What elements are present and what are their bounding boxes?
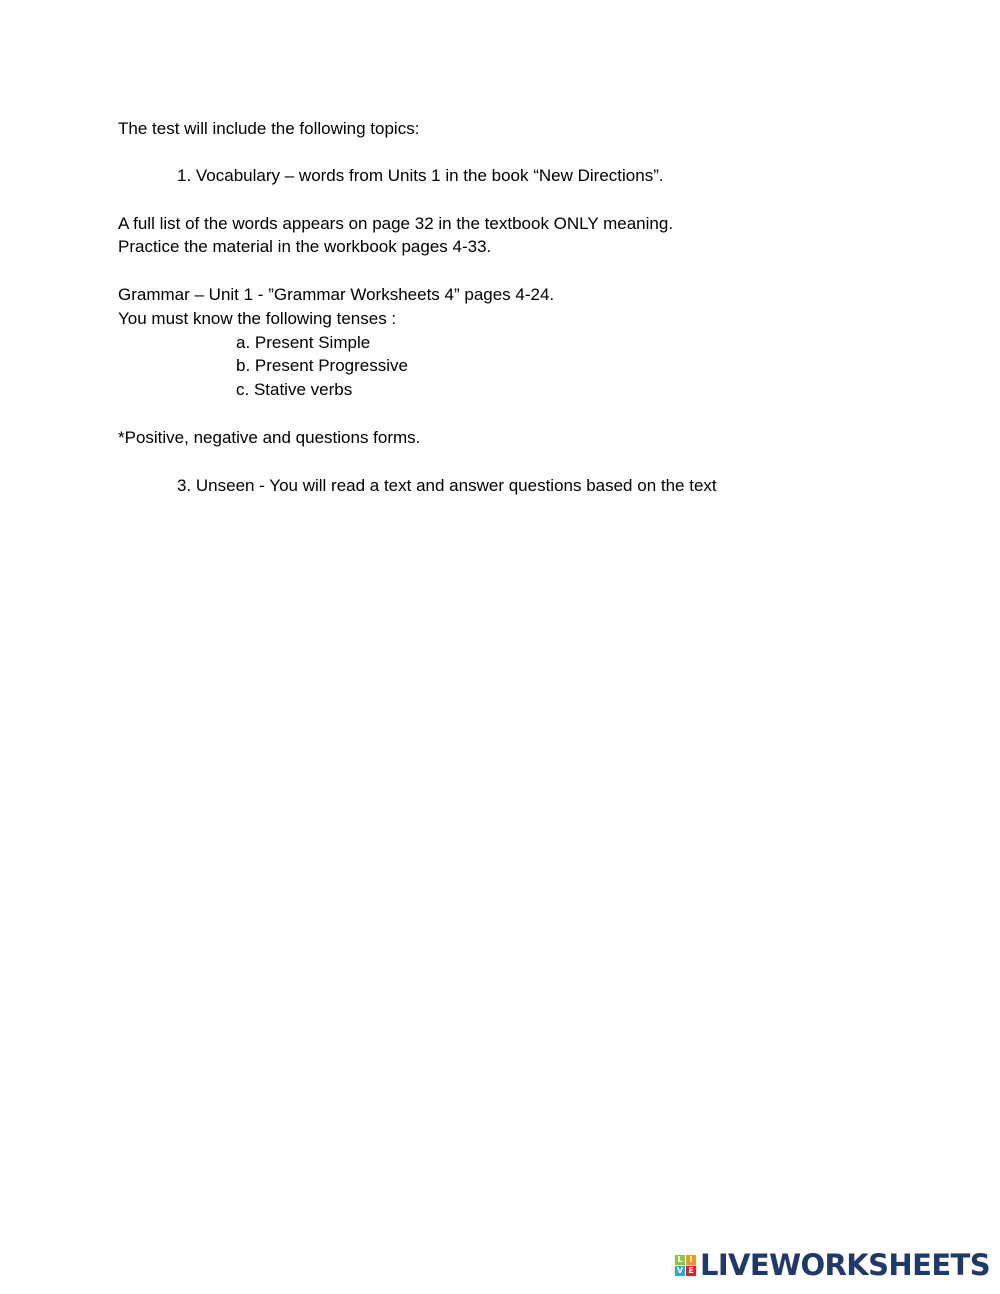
unseen-item: 3. Unseen - You will read a text and answer questions based on the text bbox=[177, 476, 717, 495]
tense-item-stative-verbs: c. Stative verbs bbox=[236, 380, 353, 399]
practice-note: Practice the material in the workbook pages 4-33. bbox=[118, 237, 492, 256]
grammar-heading: Grammar – Unit 1 - ”Grammar Worksheets 4” pages 4-24. bbox=[118, 285, 555, 304]
word-list-note: A full list of the words appears on page 32 in the textbook ONLY meaning. bbox=[118, 214, 674, 233]
logo-mark-letter: L bbox=[675, 1255, 685, 1265]
tenses-intro: You must know the following tenses : bbox=[118, 309, 397, 328]
intro-text: The test will include the following topics: bbox=[118, 119, 420, 138]
tense-item-present-progressive: b. Present Progressive bbox=[236, 356, 408, 375]
logo-mark-letter: I bbox=[686, 1255, 696, 1265]
logo-mark-letter: V bbox=[676, 1265, 684, 1275]
vocabulary-item: 1. Vocabulary – words from Units 1 in the book “New Directions”. bbox=[177, 166, 664, 185]
logo-mark-letter: E bbox=[686, 1266, 696, 1276]
liveworksheets-logo[interactable] bbox=[675, 1250, 990, 1280]
logo-mark-icon bbox=[675, 1255, 696, 1276]
logo-text: LIVEWORKSHEETS bbox=[699, 1248, 990, 1282]
tense-item-present-simple: a. Present Simple bbox=[236, 333, 371, 352]
forms-note: *Positive, negative and questions forms. bbox=[118, 428, 421, 447]
